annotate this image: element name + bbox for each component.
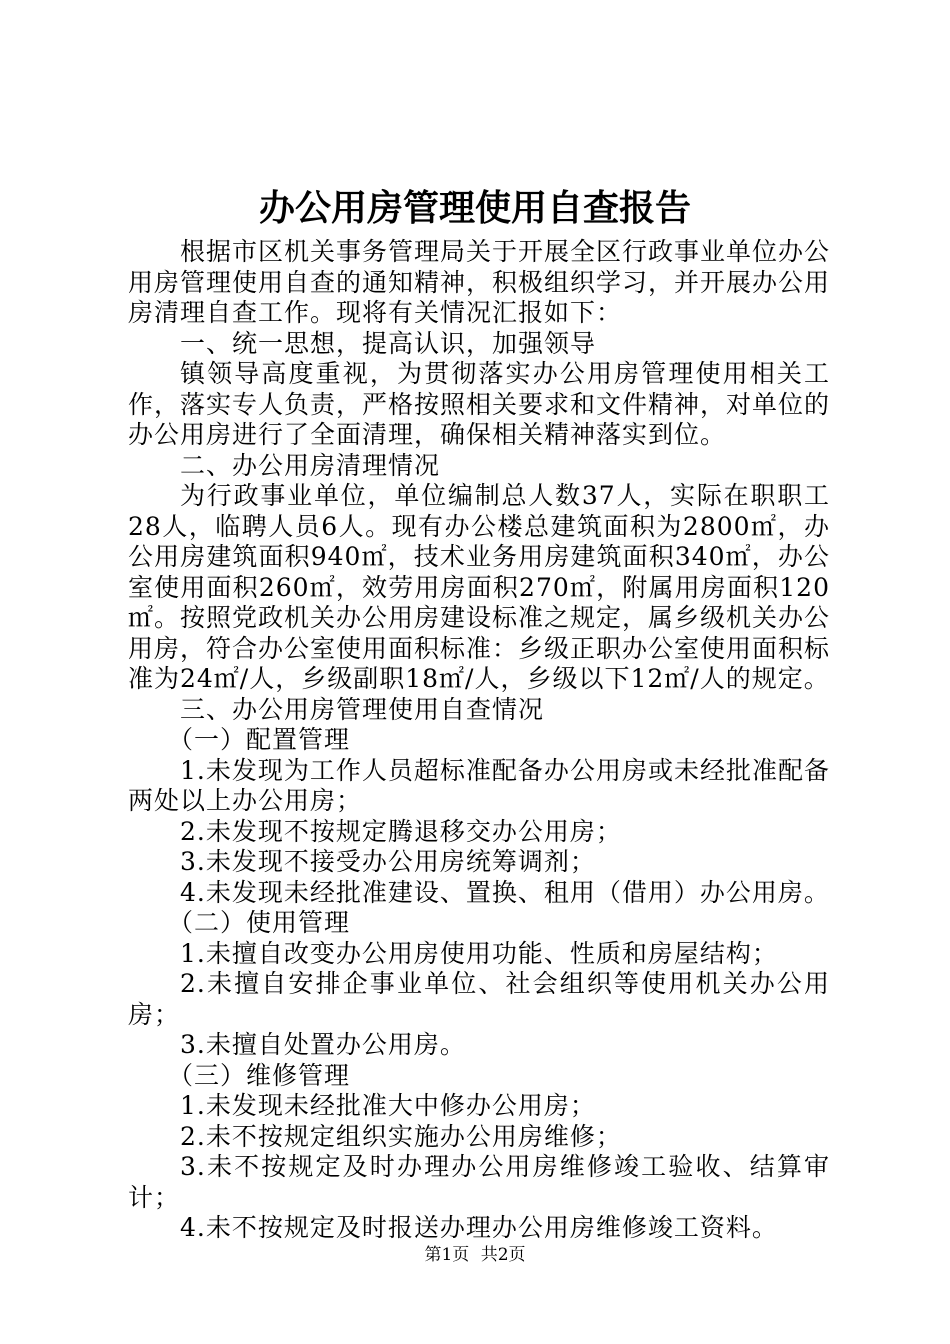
- sub3-item-2: 2.未不按规定组织实施办公用房维修；: [180, 1121, 622, 1151]
- sub3-heading: （三）维修管理: [168, 1060, 351, 1090]
- document-body: [128, 237, 830, 1244]
- sub3-item-1: 1.未发现未经批准大中修办公用房；: [180, 1091, 596, 1120]
- section3-heading: 三、办公用房管理使用自查情况: [180, 694, 545, 724]
- section2-heading: 二、办公用房清理情况: [180, 450, 441, 480]
- page-footer: [0, 1243, 950, 1267]
- sub1-item-2: 2.未发现不按规定腾退移交办公用房；: [180, 816, 622, 846]
- document-title: 办公用房管理使用自查报告: [258, 188, 691, 229]
- sub2-item-1: 1.未擅自改变办公用房使用功能、性质和房屋结构；: [180, 938, 778, 968]
- page-number-current: 第1页: [424, 1245, 470, 1265]
- sub1-item-1: 1.未发现为工作人员超标准配备办公用房或未经批准配备两处以上办公用房；: [128, 755, 830, 815]
- sub2-heading: （二）使用管理: [168, 908, 351, 937]
- section1-heading: 一、统一思想，提高认识，加强领导: [180, 328, 597, 358]
- page-number-total: 共2页: [480, 1245, 526, 1265]
- sub1-heading: （一）配置管理: [168, 725, 351, 754]
- section2-paragraph: 为行政事业单位，单位编制总人数37人，实际在职职工28人，临聘人员6人。现有办公楼总建筑面积为2800㎡，办公用房建筑面积940㎡，技术业务用房建筑面积340㎡，办公室使用面积260㎡，效劳用房面积270㎡，附属用房面积120㎡。按照党政机关办公用房建设标准之规定，属乡级机关办公用房，符合办公室使用面积标准：乡级正职办公室使用面积标准为24㎡/人，乡级副职18㎡/人，乡级以下12㎡/人的规定。: [128, 481, 831, 693]
- sub1-item-3: 3.未发现不接受办公用房统筹调剂；: [180, 847, 596, 876]
- sub2-item-3: 3.未擅自处置办公用房。: [180, 1030, 466, 1059]
- section1-paragraph: 镇领导高度重视，为贯彻落实办公用房管理使用相关工作，落实专人负责，严格按照相关要求和文件精神，对单位的办公用房进行了全面清理，确保相关精神落实到位。: [128, 359, 831, 449]
- sub2-item-2: 2.未擅自安排企事业单位、社会组织等使用机关办公用房；: [128, 969, 830, 1029]
- intro-paragraph: 根据市区机关事务管理局关于开展全区行政事业单位办公用房管理使用自查的通知精神，积极组织学习，并开展办公用房清理自查工作。现将有关情况汇报如下：: [128, 237, 831, 327]
- sub3-item-4: 4.未不按规定及时报送办理办公用房维修竣工资料。: [180, 1213, 778, 1242]
- sub1-item-4: 4.未发现未经批准建设、置换、租用（借用）办公用房。: [180, 877, 830, 907]
- sub3-item-3: 3.未不按规定及时办理办公用房维修竣工验收、结算审计；: [128, 1152, 830, 1212]
